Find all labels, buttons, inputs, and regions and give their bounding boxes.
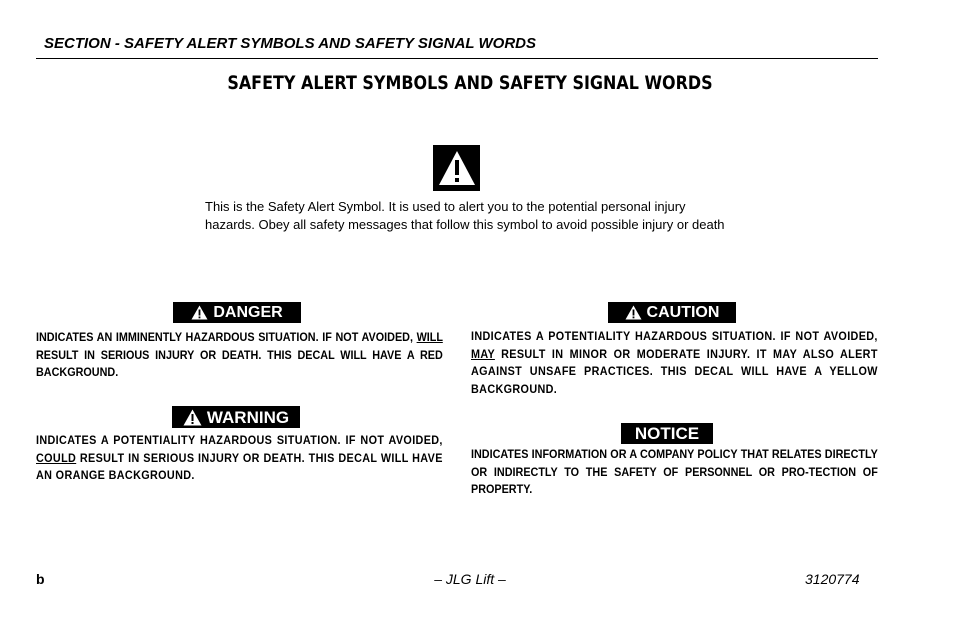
warning-text-before: INDICATES A POTENTIALITY HAZARDOUS SITUATION. IF NOT AVOIDED, [36,433,443,447]
warning-triangle-icon [625,305,642,320]
footer-center: – JLG Lift – [434,571,506,587]
header-divider [36,58,878,59]
page-title: SAFETY ALERT SYMBOLS AND SAFETY SIGNAL WORDS [227,72,713,94]
alert-symbol-description: This is the Safety Alert Symbol. It is used to alert you to the potential personal injury hazards. Obey all safety messages that follow this symbol to avoid possible injury or death [205,199,725,232]
caution-text-after: RESULT IN MINOR OR MODERATE INJURY. IT MAY ALSO ALERT AGAINST UNSAFE PRACTICES. THIS DECAL WILL HAVE A YELLOW BACKGROUND. [471,346,878,396]
caution-text-before: INDICATES A POTENTIALITY HAZARDOUS SITUATION. IF NOT AVOIDED, [471,329,878,343]
warning-badge [172,406,300,428]
caution-description [471,328,878,398]
caution-label: CAUTION [646,304,720,321]
danger-text-after: RESULT IN SERIOUS INJURY OR DEATH. THIS DECAL WILL HAVE A RED BACKGROUND. [36,347,443,379]
danger-label: DANGER [213,304,283,321]
notice-label: NOTICE [634,424,700,443]
section-header: SECTION - SAFETY ALERT SYMBOLS AND SAFETY SIGNAL WORDS [44,35,536,52]
warning-text-after: RESULT IN SERIOUS INJURY OR DEATH. THIS DECAL WILL HAVE AN ORANGE BACKGROUND. [36,450,443,482]
warning-description [36,432,443,485]
warning-triangle-icon [191,305,208,320]
danger-keyword: WILL [416,330,443,344]
caution-keyword: MAY [471,346,495,361]
warning-keyword: COULD [36,450,77,465]
warning-label: WARNING [206,407,290,427]
warning-triangle-icon [183,409,202,426]
safety-alert-symbol-icon [433,145,480,191]
footer-page-number: b [36,571,45,587]
danger-badge [173,302,301,323]
notice-badge [621,423,713,444]
notice-description: INDICATES INFORMATION OR A COMPANY POLICY THAT RELATES DIRECTLY OR INDIRECTLY TO THE SAFETY OF PERSONNEL OR PRO-TECTION OF PROPERTY. [471,447,878,496]
danger-description [36,329,443,382]
caution-badge [608,302,736,323]
footer-doc-number: 3120774 [805,571,860,587]
danger-text-before: INDICATES AN IMMINENTLY HAZARDOUS SITUATION. IF NOT AVOIDED, [36,330,417,344]
